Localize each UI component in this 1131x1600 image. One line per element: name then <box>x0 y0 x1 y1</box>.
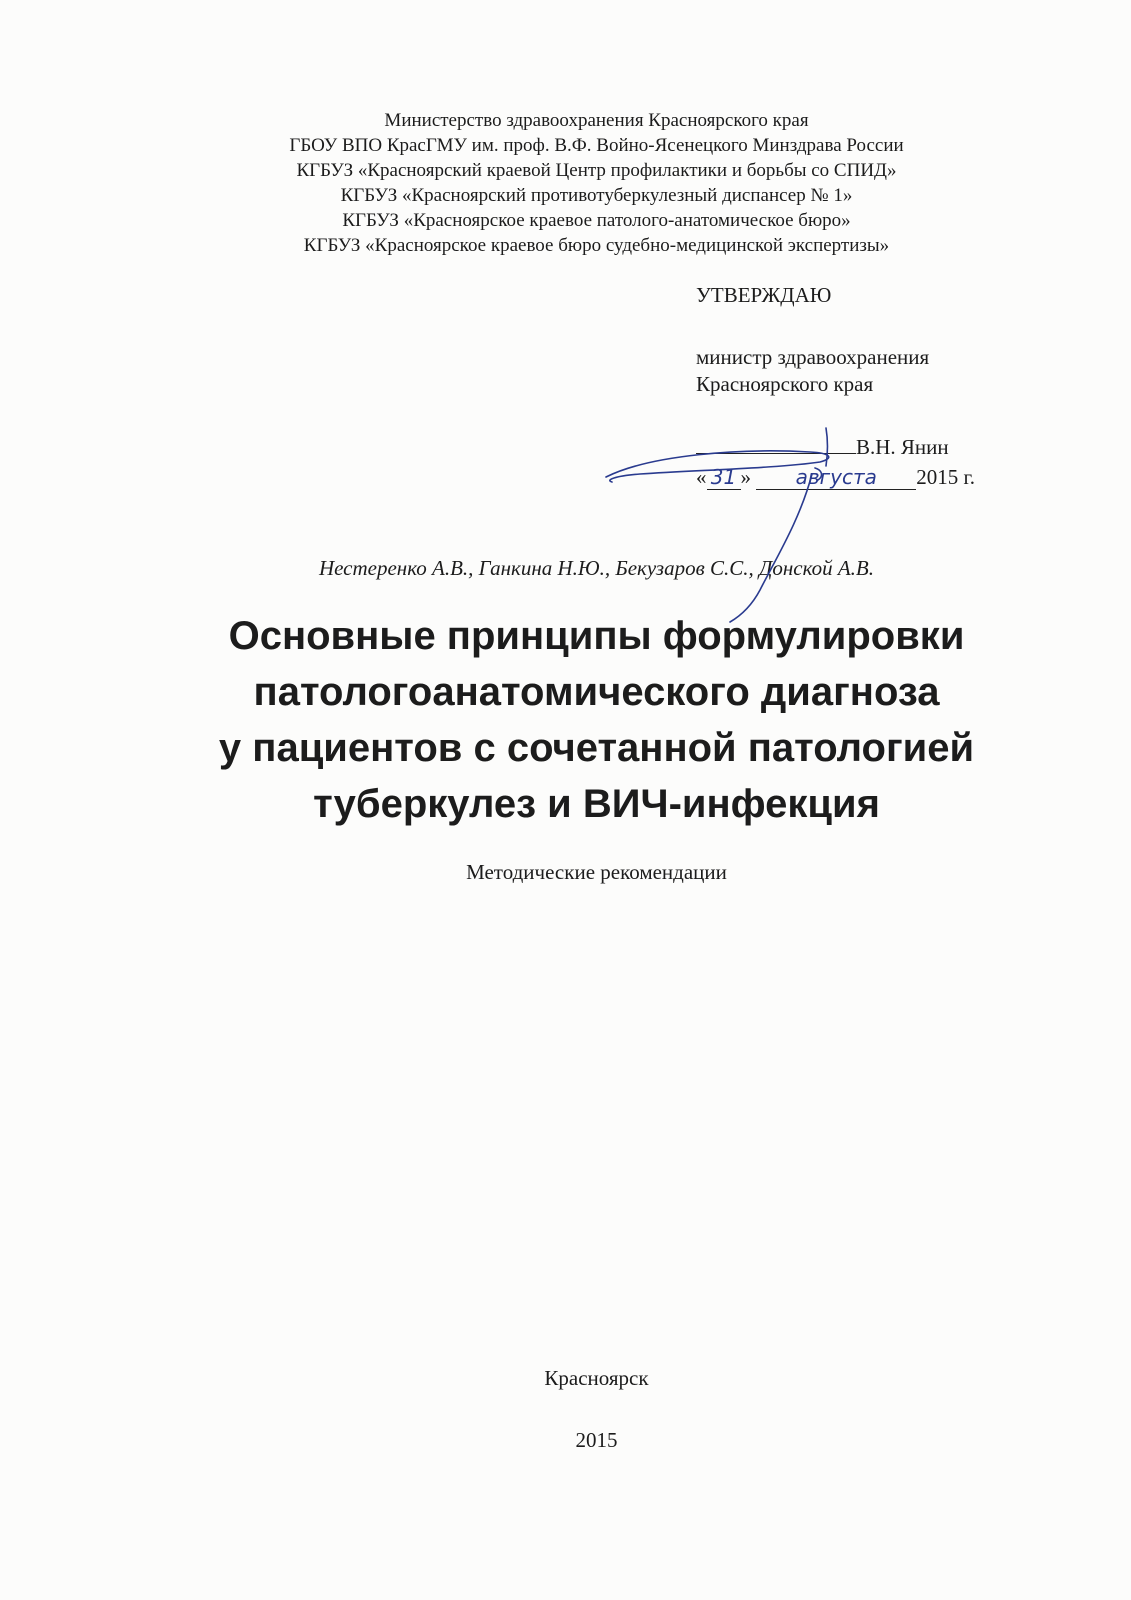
signature-line <box>696 433 949 461</box>
date-year: 2015 г. <box>916 465 975 489</box>
publication-city <box>0 1366 1131 1391</box>
publication-year <box>0 1428 1131 1453</box>
city-text: Красноярск <box>544 1366 649 1390</box>
title-line: Основные принципы формулировки <box>228 614 965 658</box>
authors-line <box>0 556 1131 581</box>
organizations-header <box>0 108 1131 258</box>
title-line: у пациентов с сочетанной патологией <box>218 726 975 770</box>
organization-line: Министерство здравоохранения Красноярского края <box>384 110 809 131</box>
year-text: 2015 <box>575 1428 618 1452</box>
document-subtitle <box>0 860 1131 885</box>
close-quote: » <box>740 465 751 489</box>
signer-name: В.Н. Янин <box>856 435 949 459</box>
approver-position-line2: Красноярского края <box>696 372 874 396</box>
organization-line: КГБУЗ «Красноярское краевое бюро судебно-медицинской экспертизы» <box>303 235 890 256</box>
organization-line: КГБУЗ «Красноярский краевой Центр профилактики и борьбы со СПИД» <box>296 160 897 181</box>
signature-stroke <box>730 474 812 622</box>
subtitle-text: Методические рекомендации <box>466 860 727 884</box>
signature-blank <box>696 433 856 454</box>
date-month: августа <box>756 465 916 490</box>
approval-date <box>696 464 975 491</box>
approver-position-line1: министр здравоохранения <box>696 345 930 369</box>
title-line: патологоанатомического диагноза <box>253 670 940 714</box>
approval-title: УТВЕРЖДАЮ <box>696 283 832 307</box>
date-day: 31 <box>707 465 741 490</box>
document-title <box>0 608 1131 832</box>
open-quote: « <box>696 465 707 489</box>
authors-text: Нестеренко А.В., Ганкина Н.Ю., Бекузаров С.С., Донской А.В. <box>318 556 875 580</box>
organization-line: ГБОУ ВПО КрасГМУ им. проф. В.Ф. Войно-Ясенецкого Минздрава России <box>289 135 904 156</box>
title-line: туберкулез и ВИЧ-инфекция <box>313 782 880 826</box>
organization-line: КГБУЗ «Красноярский противотуберкулезный диспансер № 1» <box>340 185 853 206</box>
organization-line: КГБУЗ «Красноярское краевое патолого-анатомическое бюро» <box>342 210 851 231</box>
